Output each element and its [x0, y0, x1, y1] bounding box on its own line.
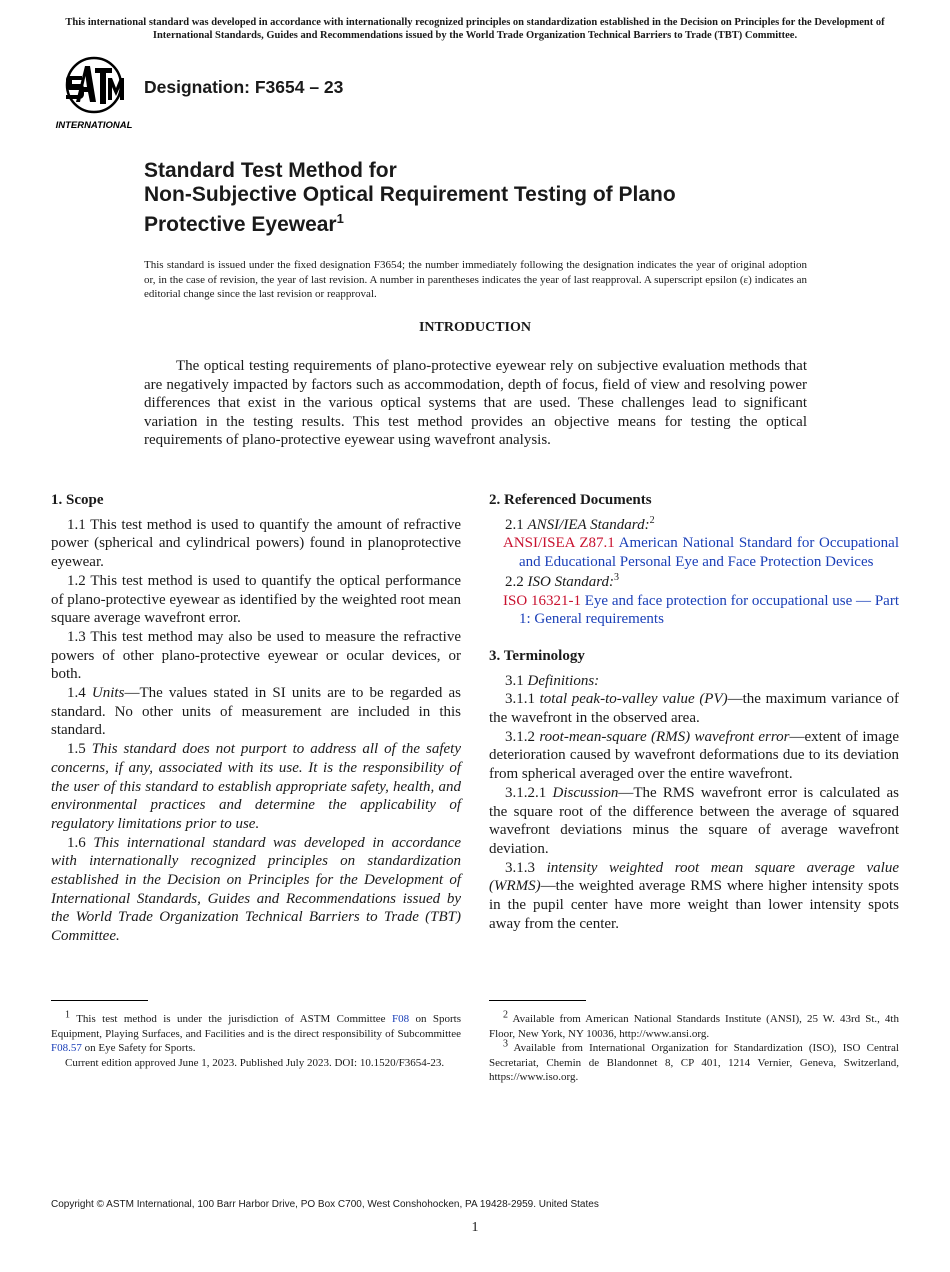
ref-iso	[489, 592, 899, 629]
term-3-1-2-text: —extent of image deterioration caused by wavefront deformations due to its deviation from spherical averaged over the entire wavefront.	[489, 728, 900, 783]
footnote-1	[51, 1009, 461, 1056]
ref-2-1-footnote-mark: 2	[649, 514, 655, 526]
footnote-1-mark: 1	[65, 1009, 70, 1021]
introduction-body: The optical testing requirements of plano-protective eyewear rely on subjective evaluation methods that are negatively impacted by factors such as accommodation, depth of focus, field of view and resolving power differences that exist in the various optical systems that are used. These challenges lead to significant variation in the testing results. This test method provides an objective means for testing the optical requirements of plano-protective eyewear using wavefront analysis.	[144, 358, 807, 448]
scope-1-3: 1.3 This test method may also be used to measure the refractive powers of other plano-protective eyewear or ocular devices, or both.	[51, 628, 461, 683]
scope-heading: 1. Scope	[51, 492, 104, 508]
scope-1-5-text: This standard does not purport to address all of the safety concerns, if any, associated with its use. It is the responsibility of the user of this standard to establish appropriate safety, health, and environmental practices and determine the applicability of regulatory limitations prior to use.	[51, 741, 462, 832]
scope-1-1: 1.1 This test method is used to quantify the amount of refractive power (spherical and cylindrical powers) found in planoprotective eyewear.	[51, 516, 461, 571]
subcommittee-f08-57-link[interactable]: F08.57	[51, 1042, 82, 1055]
term-3-1-2-1-num: 3.1.2.1	[505, 784, 547, 801]
scope-1-6-text: This international standard was developed in accordance with internationally recognized principles on standardization established in the Decision on Principles for the Development of International Standards, Guides and Recommendations issued by the World Trade Organization Technical Barriers to Trade (TBT) Committee.	[51, 834, 462, 945]
term-3-1	[489, 672, 899, 691]
astm-logo-icon	[54, 54, 134, 132]
ref-2-1-num: 2.1	[505, 516, 524, 533]
introduction-heading: INTRODUCTION	[418, 320, 531, 335]
scope-1-4-term: Units	[91, 685, 125, 702]
term-3-1-2	[489, 728, 899, 784]
term-3-1-3	[489, 859, 899, 934]
right-column	[489, 491, 899, 933]
term-3-1-1-term: total peak-to-valley value (PV)	[539, 691, 728, 708]
ref-2-2-footnote-mark: 3	[614, 571, 620, 583]
term-3-1-2-1-term: Discussion	[552, 784, 619, 801]
scope-1-4-num: 1.4	[67, 685, 86, 702]
designation: Designation: F3654 – 23	[144, 77, 344, 97]
footnote-2-mark: 2	[503, 1009, 508, 1021]
footnote-3-text: Available from International Organization for Standardization (ISO), ISO Central Secretariat, Chemin de Blandonnet 8, CP 401, 1214 Vernier, Geneva, Switzerland, https://www.iso.org.	[489, 1042, 899, 1084]
scope-1-6	[51, 834, 461, 946]
ref-2-2-label: ISO Standard:	[527, 573, 615, 590]
term-3-1-3-text: —the weighted average RMS where higher intensity spots in the pupil center have more weight than lower intensity spots away from the center.	[489, 878, 899, 932]
footnotes-left	[51, 1000, 461, 1070]
ref-ansi	[489, 534, 899, 571]
title-line-1: Standard Test Method for	[144, 159, 397, 182]
ref-2-1-label: ANSI/IEA Standard:	[527, 516, 650, 533]
footnotes-right	[489, 1000, 899, 1085]
term-3-1-label: Definitions:	[527, 672, 600, 689]
page-number: 1	[471, 1220, 479, 1235]
footnote-1-text-c: on Eye Safety for Sports.	[84, 1042, 196, 1055]
ref-2-1	[489, 516, 899, 535]
scope-1-5-num: 1.5	[67, 741, 86, 758]
footnote-1-edition: Current edition approved June 1, 2023. Published July 2023. DOI: 10.1520/F3654-23.	[65, 1056, 445, 1069]
footnote-1-text-b: on Sports Equipment, Playing Surfaces, and Facilities and is the direct responsibility of Subcommittee	[51, 1013, 461, 1040]
title-line-2: Non-Subjective Optical Requirement Testing of Plano	[144, 183, 676, 206]
footnote-2-text: Available from American National Standards Institute (ANSI), 25 W. 43rd St., 4th Floor, New York, NY 10036, http://www.ansi.org.	[489, 1013, 899, 1040]
term-3-1-1	[489, 690, 899, 727]
footnote-2	[489, 1009, 899, 1041]
term-3-1-3-term: intensity weighted root mean square average value (WRMS)	[489, 859, 899, 895]
copyright-notice: Copyright © ASTM International, 100 Barr Harbor Drive, PO Box C700, West Conshohocken, PA 19428-2959. United States	[51, 1199, 599, 1210]
term-3-1-num: 3.1	[505, 672, 524, 689]
top-notice: This international standard was developed in accordance with internationally recognized principles on standardization established in the Decision on Principles for the Development of International Standards, Guides and Recommendations issued by the World Trade Organization Technical Barriers to Trade (TBT) Committee.	[65, 17, 885, 41]
ref-2-2	[489, 573, 899, 592]
scope-1-4-text: —The values stated in SI units are to be regarded as standard. No other units of measurement are included in this standard.	[51, 685, 461, 739]
footnote-1-text-a: This test method is under the jurisdiction of ASTM Committee	[76, 1013, 386, 1025]
referenced-documents-heading: 2. Referenced Documents	[489, 492, 652, 508]
scope-1-5	[51, 740, 461, 834]
terminology-heading: 3. Terminology	[489, 647, 585, 664]
scope-1-4	[51, 684, 461, 740]
iso-title-link[interactable]: Eye and face protection for occupational use — Part 1: General requirements	[519, 592, 899, 628]
scope-1-6-num: 1.6	[67, 834, 86, 851]
issue-note: This standard is issued under the fixed designation F3654; the number immediately following the designation indicates the year of original adoption or, in the case of revision, the year of last revision. A number in parentheses indicates the year of last reapproval. A superscript epsilon (ε) indicates an editorial change since the last revision or reapproval.	[144, 259, 807, 300]
title-line-3: Protective Eyewear	[144, 213, 337, 236]
term-3-1-1-text: —the maximum variance of the wavefront in the observed area.	[489, 691, 899, 727]
document-title	[144, 159, 844, 237]
scope-1-2: 1.2 This test method is used to quantify the optical performance of plano-protective eyewear as identified by the weighted root mean square average wavefront error.	[51, 572, 461, 627]
ref-2-2-num: 2.2	[505, 573, 524, 590]
term-3-1-1-num: 3.1.1	[505, 691, 535, 708]
term-3-1-2-1	[489, 784, 899, 859]
iso-code-link[interactable]: ISO 16321-1	[503, 592, 581, 609]
ansi-code-link[interactable]: ANSI/ISEA Z87.1	[503, 535, 615, 552]
footnote-3-mark: 3	[503, 1038, 508, 1050]
term-3-1-2-num: 3.1.2	[505, 728, 535, 745]
footnote-3	[489, 1038, 899, 1085]
term-3-1-3-num: 3.1.3	[505, 859, 535, 876]
logo-text: INTERNATIONAL	[55, 120, 133, 131]
left-column	[51, 491, 461, 946]
term-3-1-2-term: root-mean-square (RMS) wavefront error	[539, 728, 790, 745]
term-3-1-2-1-text: —The RMS wavefront error is calculated as the square root of the difference between the average of squared wavefront deviations minus the square of average wavefront deviation.	[489, 784, 900, 857]
committee-f08-link[interactable]: F08	[391, 1013, 410, 1025]
astm-logo	[54, 54, 134, 132]
ansi-title-link[interactable]: American National Standard for Occupational and Educational Personal Eye and Face Protection Devices	[519, 535, 899, 571]
title-footnote-mark: 1	[336, 211, 344, 226]
